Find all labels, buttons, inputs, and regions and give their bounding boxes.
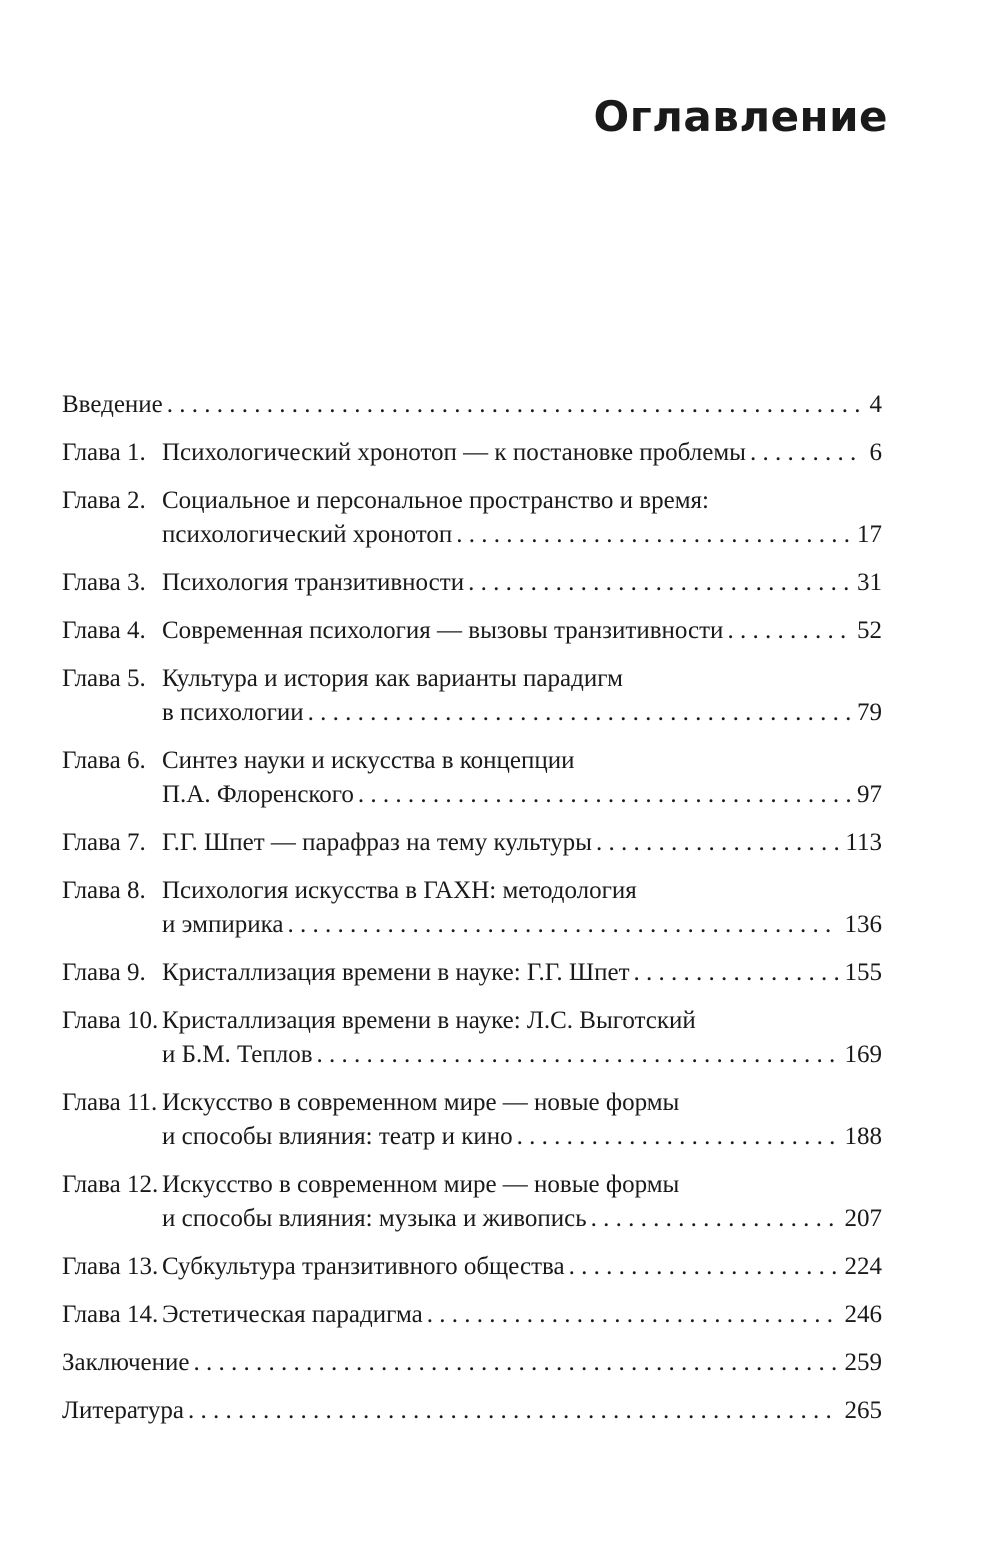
dot-leader <box>727 614 851 648</box>
entry-title-line: Искусство в современном мире — новые формы <box>162 1089 680 1116</box>
toc-entry[interactable] <box>62 614 882 648</box>
page-number: 136 <box>844 911 882 938</box>
page-number: 31 <box>857 569 882 596</box>
entry-title-line: Психология транзитивности <box>162 569 465 596</box>
toc-entry[interactable] <box>62 874 882 942</box>
entry-title-line: Социальное и персональное пространство и время: <box>162 487 709 514</box>
entry-title-line: Кристаллизация времени в науке: Г.Г. Шпет <box>162 959 630 986</box>
entry-title-line: и способы влияния: музыка и живопись <box>162 1205 587 1232</box>
dot-leader <box>194 1346 839 1380</box>
chapter-label: Глава 4. <box>62 617 146 644</box>
entry-title-line: Современная психология — вызовы транзитивности <box>162 617 724 644</box>
dot-leader <box>456 518 851 552</box>
entry-title-line: Кристаллизация времени в науке: Л.С. Выготский <box>162 1007 696 1034</box>
dot-leader <box>188 1394 839 1428</box>
toc-entry[interactable] <box>62 1394 882 1428</box>
chapter-label: Глава 9. <box>62 959 146 986</box>
toc-entry[interactable] <box>62 1168 882 1236</box>
toc-entry[interactable] <box>62 436 882 470</box>
page-number: 246 <box>844 1301 882 1328</box>
chapter-label: Глава 5. <box>62 665 146 692</box>
entry-title-line: Культура и история как варианты парадигм <box>162 665 623 692</box>
page-number: 259 <box>844 1349 882 1376</box>
entry-title-line: и способы влияния: театр и кино <box>162 1123 513 1150</box>
entry-title-line: Заключение <box>62 1349 190 1376</box>
chapter-label: Глава 3. <box>62 569 146 596</box>
chapter-label: Глава 13. <box>62 1253 159 1280</box>
chapter-label: Глава 6. <box>62 747 146 774</box>
chapter-label: Глава 10. <box>62 1007 159 1034</box>
chapter-label: Глава 12. <box>62 1171 159 1198</box>
chapter-label: Глава 8. <box>62 877 146 904</box>
page-number: 188 <box>844 1123 882 1150</box>
chapter-label: Глава 1. <box>62 439 146 466</box>
entry-title-line: Введение <box>62 391 163 418</box>
entry-title-line: Психологический хронотоп — к постановке проблемы <box>162 439 746 466</box>
page-number: 17 <box>857 521 882 548</box>
toc-entry[interactable] <box>62 566 882 600</box>
page-number: 224 <box>844 1253 882 1280</box>
page-number: 265 <box>844 1397 882 1424</box>
page-number: 169 <box>844 1041 882 1068</box>
dot-leader <box>634 956 839 990</box>
toc-entry[interactable] <box>62 1346 882 1380</box>
dot-leader <box>569 1250 839 1284</box>
entry-title-line: Г.Г. Шпет — парафраз на тему культуры <box>162 829 592 856</box>
page-number: 113 <box>845 829 882 856</box>
page-number: 4 <box>869 391 882 418</box>
dot-leader <box>287 908 838 942</box>
page-number: 97 <box>857 781 882 808</box>
dot-leader <box>596 826 839 860</box>
entry-title-line: и Б.М. Теплов <box>162 1041 313 1068</box>
entry-title-line: Литература <box>62 1397 184 1424</box>
dot-leader <box>591 1202 839 1236</box>
entry-title-line: Психология искусства в ГАХН: методология <box>162 877 637 904</box>
toc-entry[interactable] <box>62 826 882 860</box>
chapter-label: Глава 7. <box>62 829 146 856</box>
toc-entry[interactable] <box>62 388 882 422</box>
entry-title-line: Эстетическая парадигма <box>162 1301 423 1328</box>
toc-entry[interactable] <box>62 1298 882 1332</box>
dot-leader <box>750 436 864 470</box>
entry-title-line: Искусство в современном мире — новые формы <box>162 1171 680 1198</box>
page-number: 79 <box>857 699 882 726</box>
toc-entry[interactable] <box>62 956 882 990</box>
entry-title-line: психологический хронотоп <box>162 521 453 548</box>
chapter-label: Глава 2. <box>62 487 146 514</box>
dot-leader <box>358 778 851 812</box>
entry-title-line: в психологии <box>162 699 304 726</box>
dot-leader <box>308 696 851 730</box>
entry-title-line: П.А. Флоренского <box>162 781 354 808</box>
dot-leader <box>317 1038 839 1072</box>
chapter-label: Глава 14. <box>62 1301 159 1328</box>
toc-entry[interactable] <box>62 1086 882 1154</box>
toc-entry[interactable] <box>62 1250 882 1284</box>
toc-entry[interactable] <box>62 744 882 812</box>
dot-leader <box>468 566 851 600</box>
entry-title-line: Субкультура транзитивного общества <box>162 1253 565 1280</box>
toc-entry[interactable] <box>62 662 882 730</box>
entry-title-line: Синтез науки и искусства в концепции <box>162 747 575 774</box>
dot-leader <box>517 1120 839 1154</box>
page-number: 6 <box>869 439 882 466</box>
dot-leader <box>427 1298 839 1332</box>
page-number: 52 <box>857 617 882 644</box>
dot-leader <box>167 388 864 422</box>
page-number: 207 <box>844 1205 882 1232</box>
chapter-label: Глава 11. <box>62 1089 158 1116</box>
page-number: 155 <box>844 959 882 986</box>
table-of-contents <box>62 388 882 1442</box>
toc-entry[interactable] <box>62 484 882 552</box>
toc-entry[interactable] <box>62 1004 882 1072</box>
entry-title-line: и эмпирика <box>162 911 284 938</box>
page-title: Оглавление <box>593 92 888 141</box>
